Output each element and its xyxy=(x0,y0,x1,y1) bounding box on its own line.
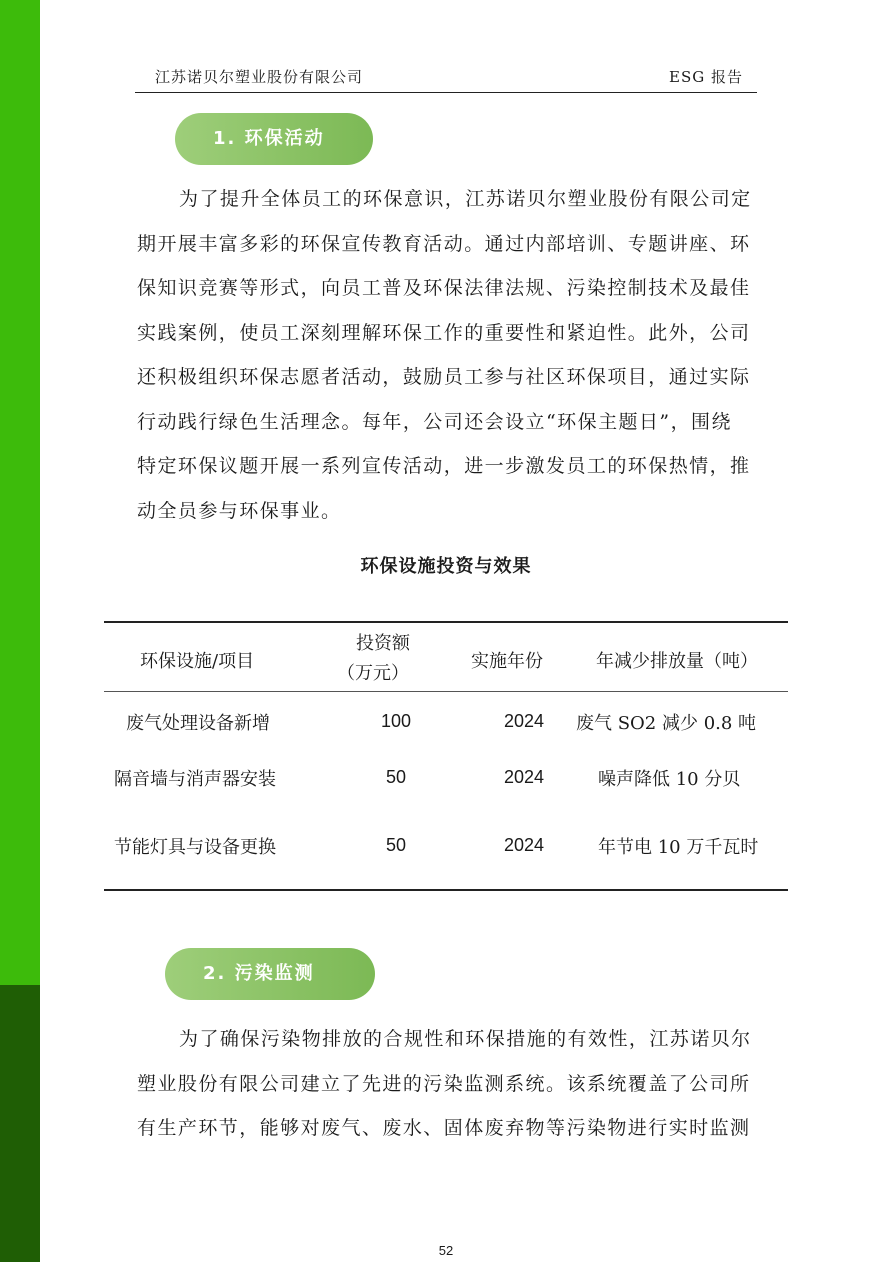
row-2-item: 隔音墙与消声器安装 xyxy=(114,769,276,790)
paragraph-line: 保知识竞赛等形式，向员工普及环保法律法规、污染控制技术及最佳 xyxy=(137,277,751,299)
paragraph-line: 实践案例，使员工深刻理解环保工作的重要性和紧迫性。此外，公司 xyxy=(137,321,751,344)
row-3-effect: 年节电 10 万千瓦时 xyxy=(598,837,759,858)
row-1-effect: 废气 SO2 减少 0.8 吨 xyxy=(576,713,757,734)
header-report-label: ESG 报告 xyxy=(669,68,743,86)
col-header-invest-2: （万元） xyxy=(337,663,409,684)
investment-table xyxy=(104,621,788,891)
row-3-invest: 50 xyxy=(386,835,407,855)
paragraph-line: 还积极组织环保志愿者活动，鼓励员工参与社区环保项目，通过实际 xyxy=(137,366,751,388)
section-1-paragraph xyxy=(137,177,757,533)
row-2-invest: 50 xyxy=(386,767,407,787)
col-header-reduction: 年减少排放量（吨） xyxy=(596,651,758,672)
paragraph-line: 为了提升全体员工的环保意识，江苏诺贝尔塑业股份有限公司定 xyxy=(179,188,752,210)
col-header-invest-1: 投资额 xyxy=(356,633,410,654)
row-1-year: 2024 xyxy=(504,711,545,731)
section-1-heading xyxy=(175,113,373,165)
paragraph-line: 期开展丰富多彩的环保宣传教育活动。通过内部培训、专题讲座、环 xyxy=(137,232,751,255)
paragraph-line: 塑业股份有限公司建立了先进的污染监测系统。该系统覆盖了公司所 xyxy=(137,1072,751,1095)
col-header-item: 环保设施/项目 xyxy=(140,651,255,672)
paragraph-line: 行动践行绿色生活理念。每年，公司还会设立“环保主题日”，围绕 xyxy=(137,410,732,433)
row-2-year: 2024 xyxy=(504,767,545,787)
col-header-year: 实施年份 xyxy=(471,651,543,672)
side-band-bottom xyxy=(0,985,40,1262)
paragraph-line: 动全员参与环保事业。 xyxy=(137,499,342,522)
row-2-effect: 噪声降低 10 分贝 xyxy=(598,769,741,790)
section-1-heading-text: 1. 环保活动 xyxy=(213,128,325,149)
page-header xyxy=(135,62,757,93)
section-2-paragraph xyxy=(137,1017,757,1151)
paragraph-line: 为了确保污染物排放的合规性和环保措施的有效性，江苏诺贝尔 xyxy=(179,1028,752,1050)
header-company: 江苏诺贝尔塑业股份有限公司 xyxy=(155,68,364,86)
table-title: 环保设施投资与效果 xyxy=(360,556,532,577)
row-1-invest: 100 xyxy=(381,711,412,731)
table-header-divider xyxy=(104,691,788,692)
page-number: 52 xyxy=(438,1243,454,1258)
section-2-heading-text: 2. 污染监测 xyxy=(203,963,315,984)
section-2-heading xyxy=(165,948,375,1000)
row-3-year: 2024 xyxy=(504,835,545,855)
paragraph-line: 有生产环节，能够对废气、废水、固体废弃物等污染物进行实时监测 xyxy=(137,1117,751,1139)
row-1-item: 废气处理设备新增 xyxy=(126,713,270,734)
paragraph-line: 特定环保议题开展一系列宣传活动，进一步激发员工的环保热情，推 xyxy=(137,455,751,477)
row-3-item: 节能灯具与设备更换 xyxy=(114,837,276,858)
side-band-top xyxy=(0,0,40,985)
